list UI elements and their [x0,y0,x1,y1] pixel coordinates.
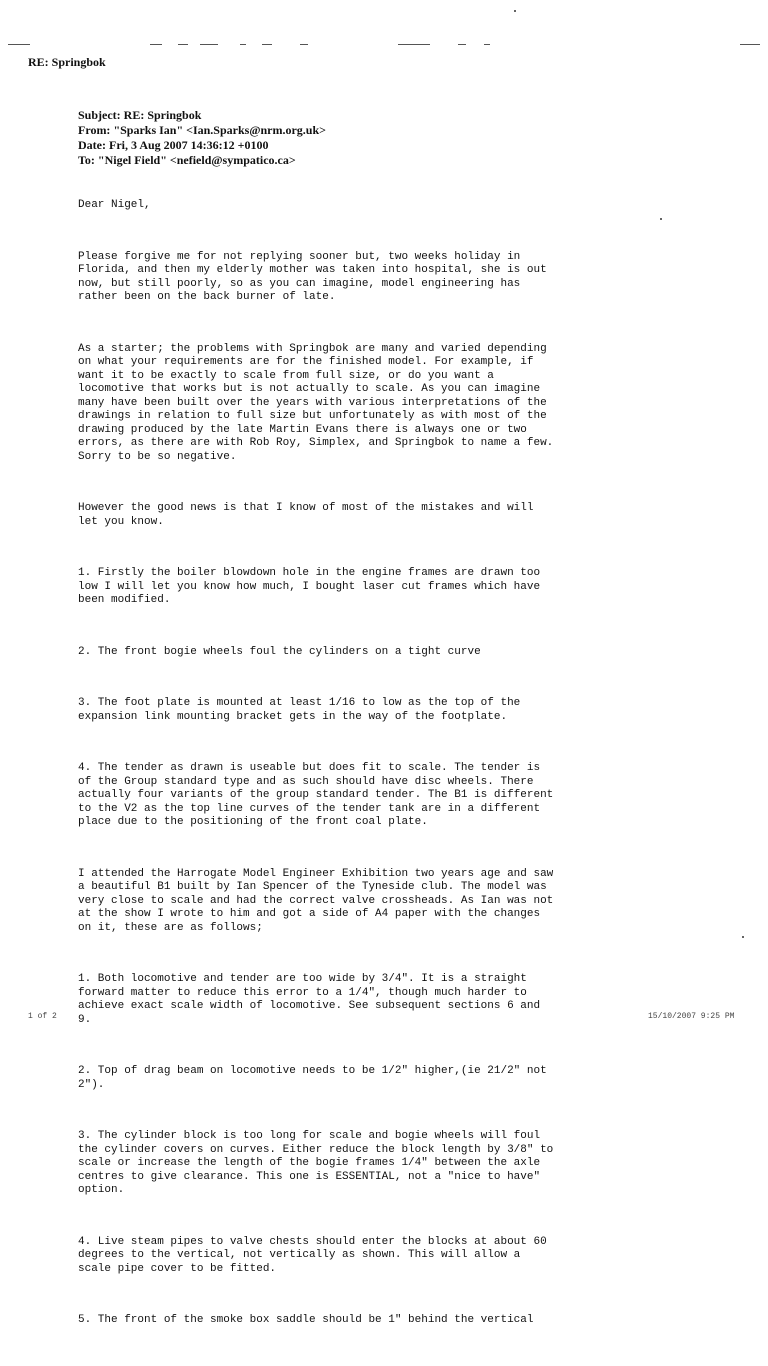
body-paragraph: 4. The tender as drawn is useable but does fit to scale. The tender is of the Group standard type and as such should have disc wheels. There actually four variants of the group standard tender. The B1 is different to the V2 as the top line curves of the tender tank are in a different place due to the positioning of the front coal plate. [78,762,554,828]
date-value: Fri, 3 Aug 2007 14:36:12 +0100 [108,138,269,152]
greeting: Dear Nigel, [78,199,151,211]
body-paragraph: As a starter; the problems with Springbok are many and varied depending on what your requirements are for the finished model. For example, if want it to be exactly to scale from full size, or do you want a locomotive that works but is not actually to scale. As you can imagine many have been built over the years with various interpretations of the drawings in relation to full size but unfortunately as with most of the drawing produced by the late Martin Evans there is always one or two errors, as there are with Rob Roy, Simplex, and Springbok to name a few. Sorry to be so negative. [78,342,554,463]
scan-speck [742,936,744,938]
body-paragraph: 3. The foot plate is mounted at least 1/16 to low as the top of the expansion link mounting bracket gets in the way of the footplate. [78,697,521,723]
body-paragraph: However the good news is that I know of most of the mistakes and will let you know. [78,502,534,528]
subject-label: Subject: [78,108,121,122]
email-header [78,108,326,168]
scan-speck [514,10,516,12]
body-paragraph: 3. The cylinder block is too long for scale and bogie wheels will foul the cylinder covers on curves. Either reduce the block length by 3/8" to scale or increase the length of the bogie frames 1/4" between the axle centres to give clearance. This one is ESSENTIAL, not a "nice to have" option. [78,1130,554,1196]
to-value: "Nigel Field" <nefield@sympatico.ca> [97,153,296,167]
body-paragraph: I attended the Harrogate Model Engineer Exhibition two years age and saw a beautiful B1 built by Ian Spencer of the Tyneside club. The model was very close to scale and had the correct valve crossheads. As Ian was not at the show I wrote to him and got a side of A4 paper with the changes on it, these are as follows; [78,867,554,934]
from-label: From: [78,123,111,137]
email-body [78,172,678,1366]
from-value: "Sparks Ian" <Ian.Sparks@nrm.org.uk> [113,123,326,137]
date-row [78,138,326,153]
body-paragraph: 2. The front bogie wheels foul the cylinders on a tight curve [78,645,481,658]
scan-top-rule [0,44,768,45]
body-paragraph: 4. Live steam pipes to valve chests should enter the blocks at about 60 degrees to the vertical, not vertically as shown. This will allow a scale pipe cover to be fitted. [78,1235,547,1275]
body-paragraph: Please forgive me for not replying sooner but, two weeks holiday in Florida, and then my elderly mother was taken into hospital, she is out now, but still poorly, so as you can imagine, model engineering has rather been on the back burner of late. [78,250,547,303]
body-paragraph: 1. Both locomotive and tender are too wide by 3/4". It is a straight forward matter to reduce this error to a 1/4", though much harder to achieve exact scale width of locomotive. See subsequent sections 6 and 9. [78,973,541,1026]
subject-value: RE: Springbok [123,108,202,122]
body-paragraph: 5. The front of the smoke box saddle should be 1" behind the vertical [78,1314,534,1326]
print-timestamp: 15/10/2007 9:25 PM [648,1012,735,1021]
to-row [78,153,326,168]
to-label: To: [78,153,95,167]
date-label: Date: [78,138,106,152]
from-row [78,123,326,138]
body-paragraph: 2. Top of drag beam on locomotive needs to be 1/2" higher,(ie 21/2" not 2"). [78,1065,547,1091]
subject-row [78,108,326,123]
body-paragraph: 1. Firstly the boiler blowdown hole in the engine frames are drawn too low I will let you know how much, I bought laser cut frames which have been modified. [78,567,541,606]
page-number: 1 of 2 [28,1012,57,1021]
document-title: RE: Springbok [28,55,106,69]
